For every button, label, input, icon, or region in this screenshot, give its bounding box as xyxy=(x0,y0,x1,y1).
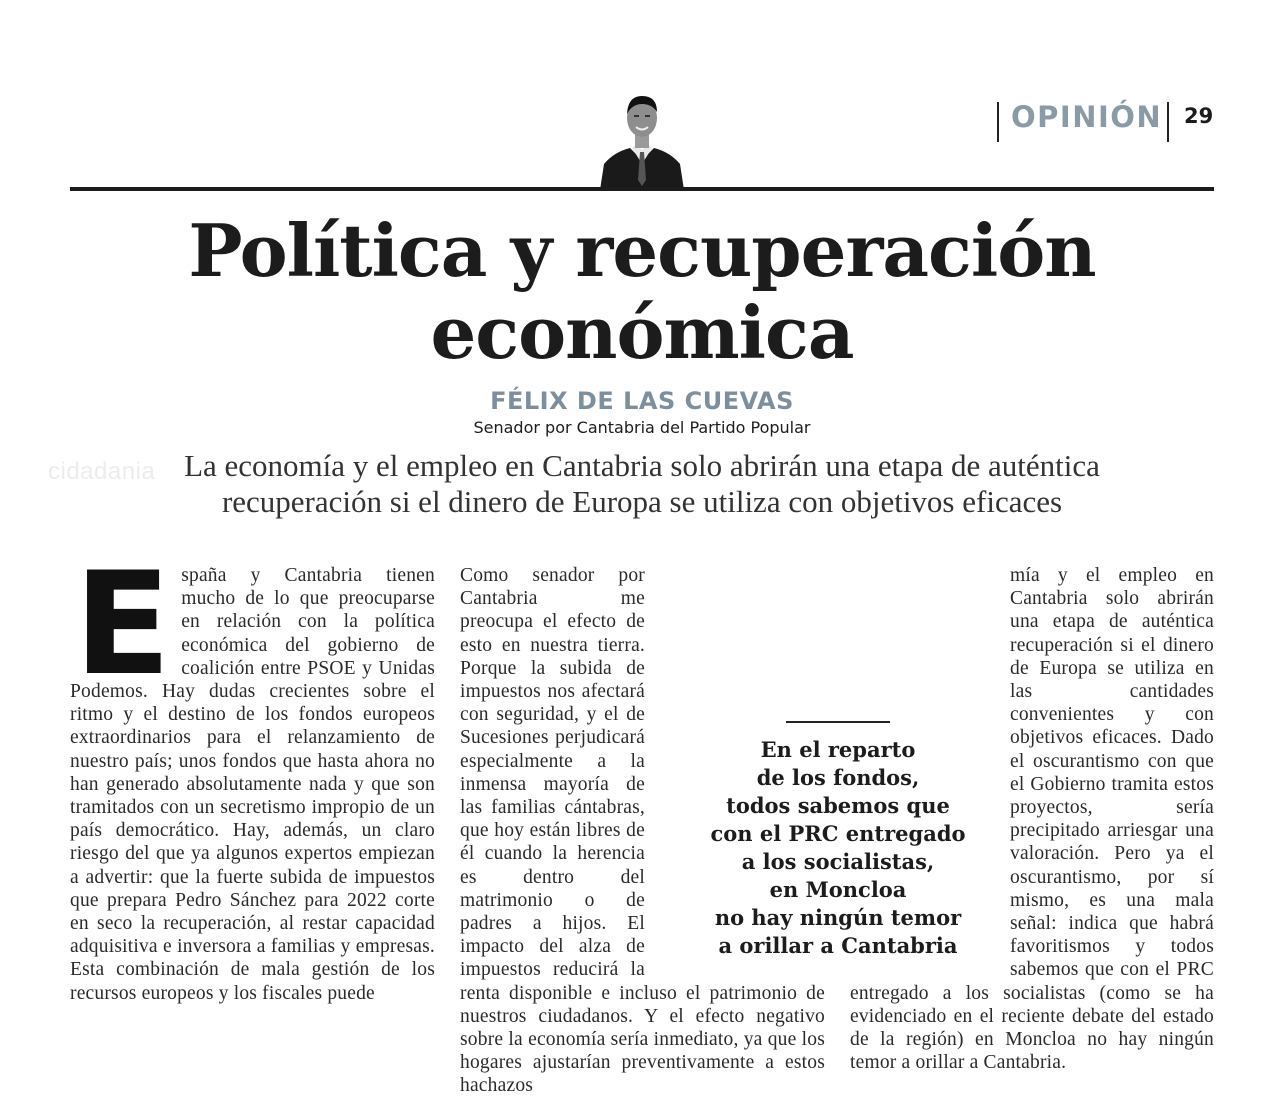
top-rule xyxy=(70,187,1214,191)
author-name: FÉLIX DE LAS CUEVAS xyxy=(490,387,794,415)
pullquote-line: En el reparto xyxy=(760,737,916,762)
section-divider xyxy=(997,102,999,142)
pullquote-line: en Moncloa xyxy=(769,877,907,902)
pullquote-line: no hay ningún temor xyxy=(714,905,962,930)
headline-line-2: económica xyxy=(430,290,854,375)
pullquote-line: todos sabemos que xyxy=(726,793,950,818)
section-divider xyxy=(1167,102,1169,142)
section-label: OPINIÓN xyxy=(1011,100,1163,134)
standfirst-line-1: La economía y el empleo en Cantabria solo abrirán una etapa de auténtica xyxy=(184,448,1100,483)
pullquote xyxy=(700,736,976,960)
headline xyxy=(70,210,1214,374)
body-text-2: Como senador por Cantabria me preocupa el efecto de esto en nuestra tierra. Porque la subida de impuestos nos afectará con seguridad, y el de Sucesiones perjudicará especialmente a la inmensa mayoría de las familias cántabras, que hoy están libres de él cuando la herencia es dentro del matrimonio o de padres a hijos. El impacto del alza de impuestos reducirá la renta disponible e incluso el patrimonio de nuestros ciudadanos. Y el efecto negativo sobre la economía sería inmediato, ya que los hogares ajustarían preventivamente a estos hachazos xyxy=(460,565,825,1097)
pullquote-line: de los fondos, xyxy=(756,765,920,790)
body-column-1 xyxy=(70,542,435,1005)
pullquote-line: a los socialistas, xyxy=(741,849,935,874)
pullquote-rule xyxy=(786,721,890,723)
page-number: 29 xyxy=(1184,104,1214,128)
pullquote-line: a orillar a Cantabria xyxy=(718,933,958,958)
body-text-3: mía y el empleo en Cantabria solo abrirán una etapa de auténtica recuperación si el dinero de Europa se utiliza en las cantidades convenientes y con objetivos eficaces. Dado el oscurantismo con que el Gobierno tramita estos proyectos, sería precipitado arriesgar una valoración. Pero ya el oscurantismo, por sí mismo, es una mala señal: indica que habrá favoritismos y todos sabemos que con el PRC entregado a los socialistas (como se ha evidenciado en el reciente debate del estado de la región) en Moncloa no hay ningún temor a orillar a Cantabria. xyxy=(850,565,1214,1074)
headline-line-1: Política y recuperación xyxy=(188,208,1096,293)
watermark: cidadania xyxy=(48,458,156,485)
body-text-1: spaña y Cantabria tienen mucho de lo que preocuparse en relación con la política económica del gobierno de coalición entre PSOE y Unidas Podemos. Hay dudas crecientes sobre el ritmo y el destino de los fondos europeos extraordinarios para el relanzamiento de nuestro país; unos fondos que hasta ahora no han generado absolutamente nada y que son tramitados con un secretismo impropio de un país democrático. Hay, además, un claro riesgo del que ya algunos expertos empiezan a advertir: que la fuerte subida de impuestos que prepara Pedro Sánchez para 2022 corte en seco la recuperación, al restar capacidad adquisitiva e inversora a familias y empresas. Esta combinación de mala gestión de los recursos europeos y los fiscales puede xyxy=(70,565,435,1004)
author-role: Senador por Cantabria del Partido Popular xyxy=(473,418,811,437)
pullquote-line: con el PRC entregado xyxy=(710,821,966,846)
standfirst xyxy=(70,448,1214,520)
drop-cap: E xyxy=(74,542,172,707)
standfirst-line-2: recuperación si el dinero de Europa se utiliza con objetivos eficaces xyxy=(221,484,1063,519)
author-portrait xyxy=(596,90,688,190)
